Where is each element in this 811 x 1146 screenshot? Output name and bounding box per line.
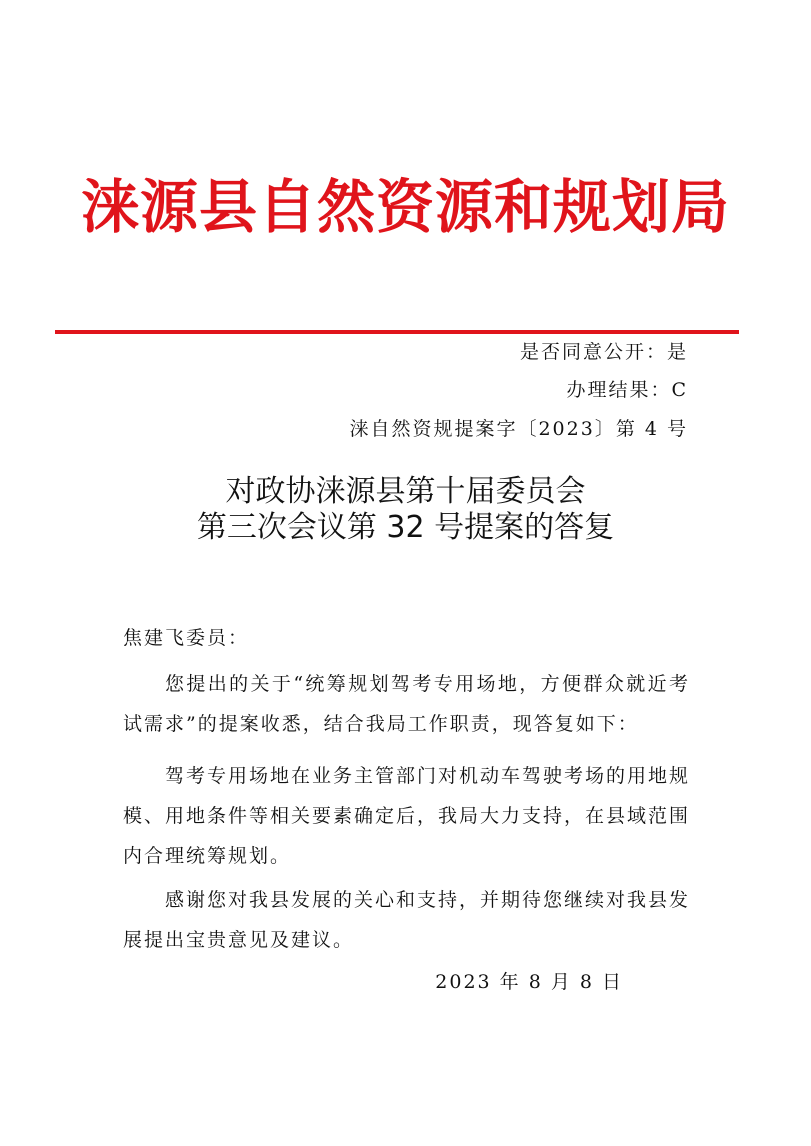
body-paragraph-response: 驾考专用场地在业务主管部门对机动车驾驶考场的用地规模、用地条件等相关要素确定后，我局大力支持，在县域范围内合理统筹规划。 [123, 765, 691, 867]
document-date: 2023 年 8 月 8 日 [435, 971, 623, 993]
agency-letterhead-title: 涞源县自然资源和规划局 [80, 173, 730, 241]
salutation: 焦建飞委员： [123, 627, 250, 649]
handling-result-line: 办理结果：C [566, 379, 688, 401]
body-paragraph-intro: 您提出的关于“统筹规划驾考专用场地，方便群众就近考试需求”的提案收悉，结合我局工作职责，现答复如下： [123, 673, 690, 735]
document-number-line: 涞自然资规提案字〔2023〕第 4 号 [349, 418, 688, 440]
public-consent-line: 是否同意公开：是 [519, 341, 688, 363]
body-paragraph-thanks: 感谢您对我县发展的关心和支持，并期待您继续对我县发展提出宝贵意见及建议。 [123, 889, 691, 951]
letterhead-red-divider [55, 330, 739, 334]
reply-title-line-1: 对政协涞源县第十届委员会 [225, 474, 586, 509]
reply-title-line-2: 第三次会议第 32 号提案的答复 [196, 510, 615, 545]
